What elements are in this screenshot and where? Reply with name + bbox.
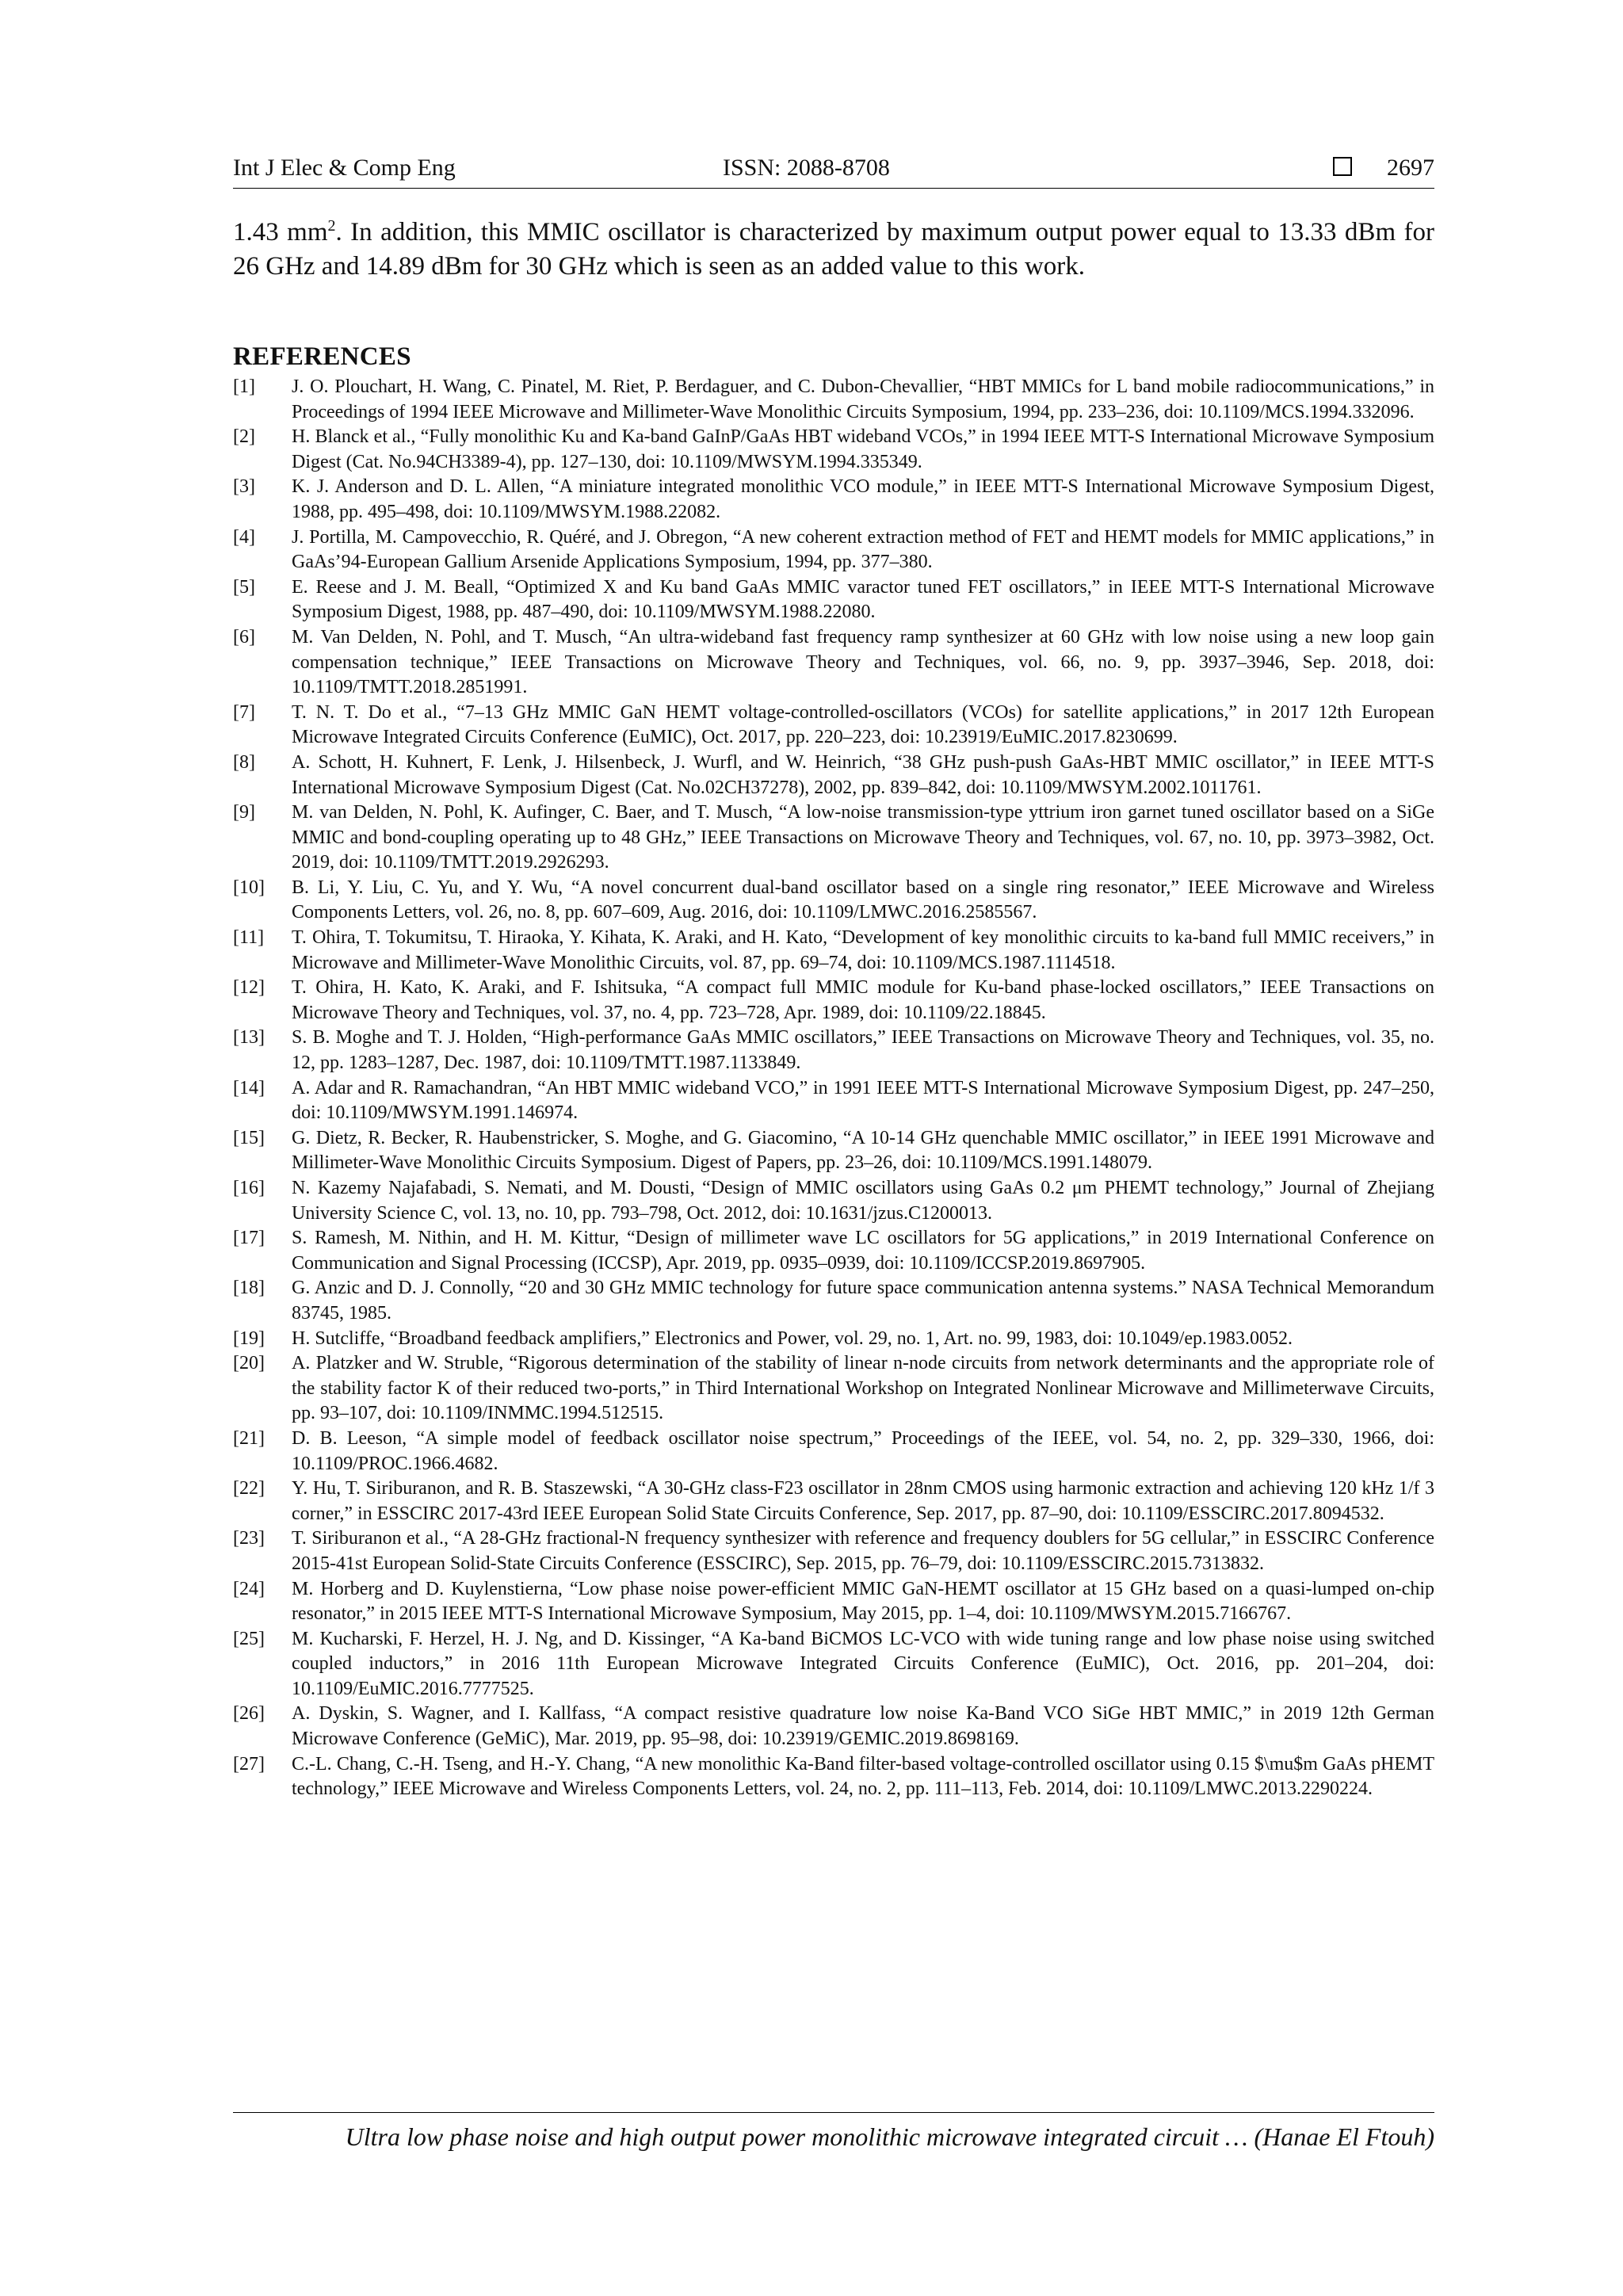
reference-number: [27] — [233, 1753, 265, 1775]
reference-text: C.-L. Chang, C.-H. Tseng, and H.-Y. Chang, “A new monolithic Ka-Band filter-based voltage-controlled oscillator using 0.15 $\mu$m GaAs pHEMT technology,” IEEE Microwave and Wireless Components Letters, vol. 24, no. 2, pp. 111–113, Feb. 2014, doi: 10.1109/LMWC.2013.2290224. — [292, 1753, 1434, 1800]
reference-number: [2] — [233, 426, 255, 448]
reference-number: [18] — [233, 1278, 265, 1299]
reference-text: S. Ramesh, M. Nithin, and H. M. Kittur, “Design of millimeter wave LC oscillators for 5G applications,” in 2019 International Conference on Communication and Signal Processing (ICCSP), Apr. 2019, pp. 0935–0939, doi: 10.1109/ICCSP.2019.8697905. — [292, 1228, 1434, 1274]
reference-text: G. Anzic and D. J. Connolly, “20 and 30 GHz MMIC technology for future space communication antenna systems.” NASA Technical Memorandum 83745, 1985. — [292, 1278, 1434, 1324]
reference-item — [233, 1126, 1434, 1176]
reference-text: A. Adar and R. Ramachandran, “An HBT MMIC wideband VCO,” in 1991 IEEE MTT-S International Microwave Symposium Digest, pp. 247–250, doi: 10.1109/MWSYM.1991.146974. — [292, 1077, 1434, 1124]
reference-number: [22] — [233, 1478, 265, 1499]
reference-text: B. Li, Y. Liu, C. Yu, and Y. Wu, “A novel concurrent dual-band oscillator based on a single ring resonator,” IEEE Microwave and Wireless Components Letters, vol. 26, no. 8, pp. 607–609, Aug. 2016, doi: 10.1109/LMWC.2016.2585567. — [292, 877, 1434, 923]
reference-number: [13] — [233, 1027, 265, 1049]
reference-list — [233, 375, 1434, 1802]
reference-item — [233, 1226, 1434, 1276]
reference-item — [233, 1351, 1434, 1427]
reference-item — [233, 525, 1434, 575]
intro-superscript: 2 — [327, 217, 336, 235]
reference-text: A. Platzker and W. Struble, “Rigorous determination of the stability of linear n-node circuits from network determinants and the appropriate role of the stability factor K of their reduced two-ports,” in Third International Workshop on Integrated Nonlinear Microwave and Millimeterwave Circuits, pp. 93–107, doi: 10.1109/INMMC.1994.512515. — [292, 1353, 1434, 1424]
reference-number: [4] — [233, 526, 255, 548]
reference-number: [3] — [233, 476, 255, 498]
reference-item — [233, 701, 1434, 751]
reference-item — [233, 1026, 1434, 1075]
reference-number: [23] — [233, 1528, 265, 1549]
checkbox-square-icon — [1333, 157, 1352, 176]
reference-number: [17] — [233, 1228, 265, 1249]
reference-number: [6] — [233, 626, 255, 648]
reference-item — [233, 1577, 1434, 1627]
reference-item — [233, 1627, 1434, 1702]
reference-item — [233, 1752, 1434, 1802]
reference-item — [233, 1477, 1434, 1526]
intro-text-start: 1.43 mm — [233, 218, 328, 246]
reference-text: M. Van Delden, N. Pohl, and T. Musch, “An ultra-wideband fast frequency ramp synthesizer at 60 GHz with low noise using a new loop gain compensation technique,” IEEE Transactions on Microwave Theory and Techniques, vol. 66, no. 9, pp. 3937–3946, Sep. 2018, doi: 10.1109/TMTT.2018.2851991. — [292, 626, 1434, 698]
reference-number: [1] — [233, 376, 255, 397]
page-number: 2697 — [1387, 155, 1434, 181]
issn: ISSN: 2088-8708 — [723, 155, 890, 181]
journal-name: Int J Elec & Comp Eng — [233, 155, 456, 181]
reference-item — [233, 375, 1434, 425]
reference-item — [233, 1427, 1434, 1477]
reference-number: [12] — [233, 977, 265, 999]
reference-number: [15] — [233, 1127, 265, 1148]
reference-text: A. Dyskin, S. Wagner, and I. Kallfass, “A compact resistive quadrature low noise Ka-Band VCO SiGe HBT MMIC,” in 2019 12th German Microwave Conference (GeMiC), Mar. 2019, pp. 95–98, doi: 10.23919/GEMIC.2019.8698169. — [292, 1703, 1434, 1750]
reference-item — [233, 1076, 1434, 1126]
reference-text: T. Ohira, H. Kato, K. Araki, and F. Ishitsuka, “A compact full MMIC module for Ku-band phase-locked oscillators,” IEEE Transactions on Microwave Theory and Techniques, vol. 37, no. 4, pp. 723–728, Apr. 1989, doi: 10.1109/22.18845. — [292, 977, 1434, 1023]
reference-item — [233, 575, 1434, 625]
intro-text-rest: . In addition, this MMIC oscillator is characterized by maximum output power equal to 13.33 dBm for 26 GHz and 14.89 dBm for 30 GHz which is seen as an added value to this work. — [233, 218, 1435, 281]
reference-number: [8] — [233, 751, 255, 773]
reference-item — [233, 625, 1434, 701]
reference-text: T. Siriburanon et al., “A 28-GHz fractional-N frequency synthesizer with reference and frequency doublers for 5G cellular,” in ESSCIRC Conference 2015-41st European Solid-State Circuits Conference (ESSCIRC), Sep. 2015, pp. 76–79, doi: 10.1109/ESSCIRC.2015.7313832. — [292, 1528, 1434, 1574]
reference-item — [233, 976, 1434, 1026]
reference-text: M. Horberg and D. Kuylenstierna, “Low phase noise power-efficient MMIC GaN-HEMT oscillator at 15 GHz based on a quasi-lumped on-chip resonator,” in 2015 IEEE MTT-S International Microwave Symposium, May 2015, pp. 1–4, doi: 10.1109/MWSYM.2015.7166767. — [292, 1578, 1434, 1625]
running-header — [233, 155, 1434, 189]
intro-paragraph — [233, 216, 1434, 284]
reference-item — [233, 425, 1434, 475]
reference-item — [233, 876, 1434, 926]
reference-number: [7] — [233, 701, 255, 723]
reference-text: M. van Delden, N. Pohl, K. Aufinger, C. Baer, and T. Musch, “A low-noise transmission-type yttrium iron garnet tuned oscillator based on a SiGe MMIC and bond-coupling operating up to 48 GHz,” IEEE Transactions on Microwave Theory and Techniques, vol. 67, no. 10, pp. 3973–3982, Oct. 2019, doi: 10.1109/TMTT.2019.2926293. — [292, 802, 1434, 873]
reference-text: D. B. Leeson, “A simple model of feedback oscillator noise spectrum,” Proceedings of the IEEE, vol. 54, no. 2, pp. 329–330, 1966, doi: 10.1109/PROC.1966.4682. — [292, 1427, 1434, 1474]
running-footer: Ultra low phase noise and high output power monolithic microwave integrated circuit … (Hanae El Ftouh) — [233, 2112, 1434, 2152]
reference-text: H. Blanck et al., “Fully monolithic Ku and Ka-band GaInP/GaAs HBT wideband VCOs,” in 1994 IEEE MTT-S International Microwave Symposium Digest (Cat. No.94CH3389-4), pp. 127–130, doi: 10.1109/MWSYM.1994.335349. — [292, 426, 1434, 472]
reference-number: [14] — [233, 1077, 265, 1098]
reference-item — [233, 1327, 1434, 1352]
reference-number: [25] — [233, 1628, 265, 1649]
reference-number: [19] — [233, 1328, 265, 1349]
references-heading: REFERENCES — [233, 342, 411, 371]
reference-text: Y. Hu, T. Siriburanon, and R. B. Staszewski, “A 30-GHz class-F23 oscillator in 28nm CMOS using harmonic extraction and achieving 120 kHz 1/f 3 corner,” in ESSCIRC 2017-43rd IEEE European Solid State Circuits Conference, Sep. 2017, pp. 87–90, doi: 10.1109/ESSCIRC.2017.8094532. — [292, 1478, 1434, 1524]
reference-item — [233, 800, 1434, 876]
reference-text: T. Ohira, T. Tokumitsu, T. Hiraoka, Y. Kihata, K. Araki, and H. Kato, “Development of key monolithic circuits to ka-band full MMIC receivers,” in Microwave and Millimeter-Wave Monolithic Circuits, vol. 87, pp. 69–74, doi: 10.1109/MCS.1987.1114518. — [292, 927, 1434, 973]
reference-text: A. Schott, H. Kuhnert, F. Lenk, J. Hilsenbeck, J. Wurfl, and W. Heinrich, “38 GHz push-push GaAs-HBT MMIC oscillator,” in IEEE MTT-S International Microwave Symposium Digest (Cat. No.02CH37278), 2002, pp. 839–842, doi: 10.1109/MWSYM.2002.1011761. — [292, 751, 1434, 798]
reference-number: [5] — [233, 576, 255, 598]
reference-text: S. B. Moghe and T. J. Holden, “High-performance GaAs MMIC oscillators,” IEEE Transactions on Microwave Theory and Techniques, vol. 35, no. 12, pp. 1283–1287, Dec. 1987, doi: 10.1109/TMTT.1987.1133849. — [292, 1027, 1434, 1074]
reference-text: K. J. Anderson and D. L. Allen, “A miniature integrated monolithic VCO module,” in IEEE MTT-S International Microwave Symposium Digest, 1988, pp. 495–498, doi: 10.1109/MWSYM.1988.22082. — [292, 476, 1434, 522]
reference-number: [16] — [233, 1178, 265, 1198]
page-number-group — [1333, 155, 1434, 181]
reference-text: J. Portilla, M. Campovecchio, R. Quéré, and J. Obregon, “A new coherent extraction method of FET and HEMT models for MMIC applications,” in GaAs’94-European Gallium Arsenide Applications Symposium, 1994, pp. 377–380. — [292, 526, 1434, 573]
reference-item — [233, 926, 1434, 976]
reference-text: N. Kazemy Najafabadi, S. Nemati, and M. Dousti, “Design of MMIC oscillators using GaAs 0.2 μm PHEMT technology,” Journal of Zhejiang University Science C, vol. 13, no. 10, pp. 793–798, Oct. 2012, doi: 10.1631/jzus.C1200013. — [292, 1178, 1434, 1224]
reference-number: [10] — [233, 877, 265, 898]
reference-number: [24] — [233, 1578, 265, 1599]
reference-item — [233, 751, 1434, 800]
reference-text: J. O. Plouchart, H. Wang, C. Pinatel, M. Riet, P. Berdaguer, and C. Dubon-Chevallier, “HBT MMICs for L band mobile radiocommunications,” in Proceedings of 1994 IEEE Microwave and Millimeter-Wave Monolithic Circuits Symposium, 1994, pp. 233–236, doi: 10.1109/MCS.1994.332096. — [292, 376, 1434, 422]
reference-text: G. Dietz, R. Becker, R. Haubenstricker, S. Moghe, and G. Giacomino, “A 10-14 GHz quenchable MMIC oscillator,” in IEEE 1991 Microwave and Millimeter-Wave Monolithic Circuits Symposium. Digest of Papers, pp. 23–26, doi: 10.1109/MCS.1991.148079. — [292, 1127, 1434, 1174]
reference-text: T. N. T. Do et al., “7–13 GHz MMIC GaN HEMT voltage-controlled-oscillators (VCOs) for satellite applications,” in 2017 12th European Microwave Integrated Circuits Conference (EuMIC), Oct. 2017, pp. 220–223, doi: 10.23919/EuMIC.2017.8230699. — [292, 701, 1434, 748]
reference-text: M. Kucharski, F. Herzel, H. J. Ng, and D. Kissinger, “A Ka-band BiCMOS LC-VCO with wide tuning range and low phase noise using switched coupled inductors,” in 2016 11th European Microwave Integrated Circuits Conference (EuMIC), Oct. 2016, pp. 201–204, doi: 10.1109/EuMIC.2016.7777525. — [292, 1628, 1434, 1699]
reference-item — [233, 1176, 1434, 1226]
reference-item — [233, 1276, 1434, 1326]
reference-number: [11] — [233, 927, 265, 949]
reference-text: E. Reese and J. M. Beall, “Optimized X and Ku band GaAs MMIC varactor tuned FET oscillators,” in IEEE MTT-S International Microwave Symposium Digest, 1988, pp. 487–490, doi: 10.1109/MWSYM.1988.22080. — [292, 576, 1434, 623]
reference-item — [233, 1526, 1434, 1576]
reference-item — [233, 475, 1434, 525]
reference-item — [233, 1702, 1434, 1752]
reference-text: H. Sutcliffe, “Broadband feedback amplifiers,” Electronics and Power, vol. 29, no. 1, Art. no. 99, 1983, doi: 10.1049/ep.1983.0052. — [292, 1328, 1293, 1349]
reference-number: [20] — [233, 1353, 265, 1374]
reference-number: [21] — [233, 1427, 265, 1449]
reference-number: [9] — [233, 802, 255, 823]
reference-number: [26] — [233, 1703, 265, 1725]
